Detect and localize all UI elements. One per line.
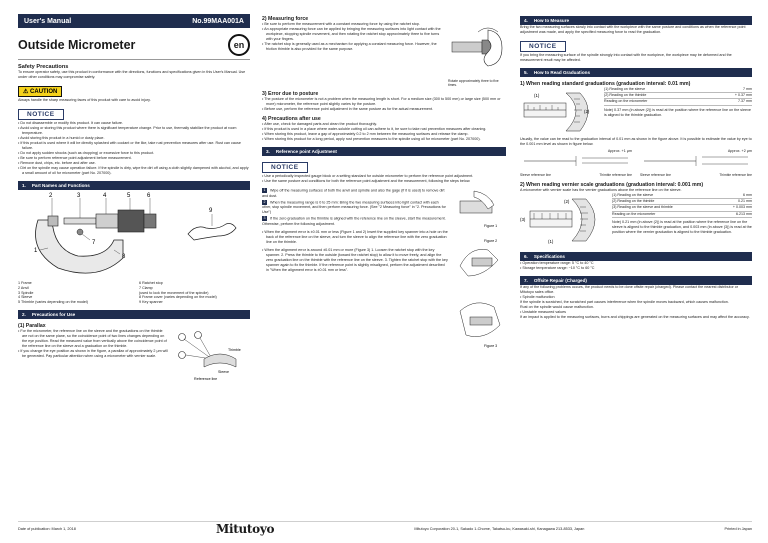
step-text: Wipe off the measuring surfaces of both the anvil and spindle and also the gage (if it is used) to remove dirt and dust. (262, 188, 445, 198)
parallax-item-text: If you change the eye position as shown in the figure, a parallax of approximately 2 μm will be generated. Pay particular attention when using a micrometer with vernier scale. (20, 348, 168, 358)
notice-item: • Do not disassemble or modify this product. It can cause failure. (18, 121, 124, 125)
parallax-item-text: For the micrometer, the reference line on the sleeve and the graduations on the thimble are not on the same plane, so the coincidence point of two lines changes depending on the eye position. Read the measured value from vertically above the coincidence point of the reference line on the sleeve and a graduation on the thimble. (20, 328, 167, 348)
column-middle (262, 14, 506, 356)
document-title: Outside Micrometer (18, 38, 136, 52)
after-use-item: • When storing this product, leave a gap of approximately 0.2 to 2 mm between the measuring surfaces and release the clamp. (262, 132, 469, 137)
scale-caption: Sleeve reference line (520, 173, 551, 177)
thimble-shape-small (204, 354, 236, 367)
sub-item: • When the alignment error is around ±0.01 mm or more (Figure 3) 1. Loosen the ratchet stop with the key spanner. 2. Press the thimble to the outside (toward the ratchet stop) to allow it to move freely, and align the zero graduation line on the thimble with the reference line on the sleeve. 3. Tighten the ratchet stop with the key spanner again to fix the thimble. If the reference point is slightly misaligned, perform the adjustment described in "When the alignment error is ±0.01 mm or less". (262, 247, 448, 272)
reading-label: (2) Reading on the thimble (612, 199, 655, 204)
callout-7: 7 (92, 240, 96, 246)
section-number: 6. (524, 254, 528, 259)
force-row (262, 22, 506, 87)
after-use-item-text: If this product is used in a place where water-soluble cutting oil can adhere to it, be sure to take rust prevention measures after cleaning. (264, 127, 487, 132)
section-title: How to Measure (533, 18, 570, 23)
standard-reading-table (604, 87, 752, 137)
part-item: (used to lock the movement of the spindle) (139, 290, 209, 295)
force-figure (448, 22, 506, 87)
part-item: 4 Sleeve (18, 295, 33, 300)
step-item (262, 216, 448, 226)
repair-item: • Unstable measured values (520, 310, 566, 314)
adjust-figures (454, 187, 506, 356)
section-title: Precautions for Use (31, 311, 76, 317)
vernier-row (520, 193, 752, 247)
part-item: 7 Clamp (139, 285, 153, 290)
reading-value: 6 mm (743, 193, 752, 197)
force-item-text: An appropriate measuring force can be applied by bringing the measuring surfaces into light contact with the workpiece, stopping spindle movement, and then rotating the ratchet stop approximately three to five turns with your fingers. (264, 27, 441, 41)
reading-row (604, 99, 752, 105)
sub-item: • When the alignment error is ±0.01 mm or less (Figure 1 and 2) Insert the supplied key spanner into a hole on the back of the reference line on the sleeve, and turn the sleeve to align the reference line with the zero graduation line on the thimble. (262, 229, 448, 244)
header-left: User's Manual (24, 17, 72, 25)
part-item: 8 Frame cover (varies depending on the model) (139, 295, 217, 300)
vernier-note: Note) 0.21 mm (in above (2)) is read at the position where the reference line on the sleeve is aligned to the thimble graduation, and 0.003 mm (in above (3)) is read at the position where the vernier graduation is aligned to the thimble graduation. (612, 219, 752, 234)
after-use-item: • After use, check for damaged parts and clean the product thoroughly. (262, 122, 378, 127)
standard-scale-diagram (520, 87, 598, 137)
step-text: If the zero graduation on the thimble is aligned with the reference line on the sleeve, start the measurement. Otherwise, perform the following adjustment. (262, 216, 446, 226)
callout-5: 5 (127, 193, 131, 199)
measure-notice-text: If you bring the measuring surface of the spindle strongly into contact with the workpiece, the workpiece may be deformed and the measurement result may be affected. (520, 53, 732, 62)
parallax-item: • For the micrometer, the reference line on the sleeve and the graduations on the thimble are not on the same plane, so the coincidence point of two lines changes depending on the eye position. Read the measured value from vertically above the coincidence point of the reference line on the sleeve and a graduation on the thimble. (18, 328, 167, 348)
parts-list (18, 281, 250, 305)
notice-item: • Do not apply sudden shocks (such as dropping) or excessive force to this product. (18, 151, 155, 155)
spec-item-text: Operation temperature range: 5 °C to 40 °C (522, 261, 594, 265)
force-item: • The ratchet stop is generally used as a mechanism for applying a constant measuring force. However, the friction thimble is also provided for the same purpose. (262, 42, 437, 51)
scale-caption: Sleeve reference line (640, 173, 671, 177)
notice-item-text: Use a periodically inspected gauge block or a setting standard for outside micrometer to perform the reference point adjustment. (264, 174, 474, 179)
spindle-shape (64, 218, 96, 224)
parts-column-right (139, 281, 250, 305)
step-text: When the measuring range is 0 to 25 mm: Bring the two measuring surfaces into light contact with each other, stop spindle movement, and then perform measuring force. (See "2 Measuring force" in "2. Precautions for Use") (262, 200, 446, 215)
reading-value: 7.37 mm (738, 99, 752, 104)
notice-item: • Use the same posture and conditions for both the reference point adjustment and the measurement, following the steps below. (262, 179, 471, 184)
reading-value: 6.213 mm (736, 211, 752, 216)
step-number: 2 (263, 199, 266, 204)
posture-item: • Before use, perform the reference point adjustment in the same posture as for the actual measurement. (262, 107, 434, 112)
eye-icon-side (179, 351, 186, 358)
callout-9: 9 (209, 208, 213, 214)
figure-1-label: Figure 1 (484, 224, 498, 229)
force-item-text: Be sure to perform the measurement with a constant measuring force by using the ratchet stop. (264, 22, 420, 26)
language-badge: en (228, 34, 250, 56)
repair-item-detail: If an impact is applied to the measuring surfaces, burrs and chippings are generated on the measuring surfaces and may affect the accuracy. (520, 315, 750, 319)
notice-item-text: Be sure to perform reference point adjustment before measurement. (20, 156, 132, 160)
repair-item: • Spindle malfunction (520, 295, 555, 299)
sleeve-label: Sleeve (218, 369, 229, 374)
section-number: 7. (524, 278, 528, 283)
after-use-item: • If this product is used in a place where water-soluble cutting oil can adhere to it, be sure to take rust prevention measures after cleaning. (262, 127, 487, 132)
sub-item-text: When the alignment error is ±0.01 mm or less (Figure 1 and 2) Insert the supplied key spanner into a hole on the back of the reference line on the sleeve, and turn the sleeve to align the reference line with the zero graduation line on the thimble. (264, 229, 448, 244)
estimate-row (520, 149, 752, 178)
scale-caption: Thimble reference line (599, 173, 632, 177)
ratchet-hand-diagram (448, 22, 506, 74)
notice-label: NOTICE (262, 162, 308, 173)
approx-label-2: Approx. +2 μm (727, 149, 752, 153)
after-use-item: • When storing this product for a long period, apply rust prevention measures to the spindle using oil for micrometer (part No. 207000). (262, 137, 481, 142)
parallax-item: • If you change the eye position as shown in the figure, a parallax of approximately 2 μm will be generated. Pay particular attention when using a micrometer with vernier scale. (18, 348, 168, 358)
parallax-row (18, 329, 250, 383)
parts-column-left (18, 281, 129, 305)
reading-label: (1) Reading on the sleeve (612, 193, 654, 197)
eye-icon-middle (195, 331, 202, 338)
notice-item: • Remove dust, chips, etc. before and after use. (18, 161, 96, 165)
section-title: Part Names and Functions (31, 183, 90, 188)
parallax-diagram (174, 329, 250, 383)
notice-item: • Be sure to perform reference point adjustment before measurement. (18, 156, 132, 160)
reading-label: (3) Reading on the sleeve and thimble (612, 205, 673, 210)
reading-value: 7 mm (743, 87, 752, 91)
after-use-item-text: When storing this product for a long period, apply rust prevention measures to the spindle using oil for micrometer (part No. 207000). (264, 137, 481, 142)
figure-3 (454, 291, 506, 351)
standard-note: Note) 0.37 mm (in above (2)) is read at the position where the reference line on the sleeve is aligned to the thimble graduation. (604, 107, 751, 117)
step-item (262, 188, 448, 198)
sleeve-shape (96, 214, 118, 228)
figure-3-label: Figure 3 (484, 344, 498, 349)
caution-text-label: CAUTION (30, 89, 58, 95)
section-part-names (18, 181, 250, 190)
publication-date: Date of publication: March 1, 2018 (18, 526, 76, 531)
section-number: 4. (524, 18, 528, 23)
posture-item-text: Before use, perform the reference point adjustment in the same posture as for the actual measurement. (264, 107, 434, 112)
section-read-graduations (520, 68, 752, 77)
section-title: Offsite Repair (Charged) (533, 278, 587, 283)
part-item: 3 Spindle (18, 290, 34, 295)
posture-item-text: The posture of the micrometer is not a problem when the measuring length is short. For a medium size (300 to 500 mm) or large size (500 mm or more) micrometer, the reference point slightly varies by the posture. (264, 97, 501, 107)
safety-title: Safety Precautions (18, 64, 69, 70)
estimate-captions-1 (520, 173, 632, 178)
force-item-text: The ratchet stop is generally used as a mechanism for applying a constant measuring force. However, the friction thimble is also provided for the same purpose. (264, 42, 437, 51)
notice-label: NOTICE (18, 109, 64, 120)
force-item: • An appropriate measuring force can be applied by bringing the measuring surfaces into light contact with the workpiece, stopping spindle movement, and then rotating the ratchet stop approximately three to five turns with your fingers. (262, 27, 441, 41)
parallax-title: (1) Parallax (18, 322, 46, 329)
repair-text: If any of the following problems occurs, the product needs to be done offsite repair (charged). Please contact the nearest distributor or Mitutoyo sales office. (520, 285, 739, 294)
reading-label: Reading on the micrometer (612, 211, 656, 216)
notice-item-text: Remove dust, chips, etc. before and after use. (20, 161, 96, 165)
reading-value: + 0.37 mm (734, 93, 752, 98)
reading-value: + 0.003 mm (732, 205, 752, 210)
notice-item-text: Avoid using or storing this product where there is significant temperature change. Prior to use, thermally stabilize the product at room temperature. (20, 126, 237, 135)
svg-text:(2): (2) (564, 199, 570, 204)
figure-2-label: Figure 2 (484, 239, 498, 244)
company-address: Mitutoyo Corporation 20-1, Sakado 1-Chome, Takatsu-ku, Kawasaki-shi, Kanagawa 213-8533, Japan (414, 526, 585, 531)
figure-2 (454, 236, 506, 286)
section-number: 5. (524, 70, 528, 75)
section-title: Reference point Adjustment (275, 149, 337, 155)
section-offsite-repair (520, 276, 752, 285)
part-item: 1 Frame (18, 281, 32, 285)
vernier-scale-diagram (520, 193, 606, 247)
step-item (262, 200, 448, 215)
reading-value: 0.21 mm (738, 199, 752, 204)
standard-graduation-row (520, 87, 752, 137)
title-row (18, 34, 250, 60)
force-text (262, 22, 442, 87)
section-specifications (520, 252, 752, 261)
brand-logo: Mitutoyo (215, 521, 275, 536)
scale-caption: Thimble reference line (719, 173, 752, 177)
approx-label-1: Approx. +1 μm (607, 149, 632, 153)
reference-line-label: Reference line (194, 376, 218, 381)
section-title: Specifications (533, 254, 565, 259)
section-reference-point (262, 147, 506, 156)
adjust-row (262, 187, 506, 356)
svg-text:(2): (2) (584, 109, 590, 114)
notice-item-text: If this product is used where it will be directly splashed with coolant or the like, take rust prevention measures after use. Rust can cause failure. (20, 141, 241, 150)
page-footer (18, 521, 752, 535)
notice-item: • Avoid using or storing this product where there is significant temperature change. Prior to use, thermally stabilize the product at room temperature. (18, 126, 237, 135)
callout-8: 8 (122, 254, 126, 260)
spec-item-text: Storage temperature range: −10 °C to 60 °C (522, 266, 595, 270)
force-caption: Rotate approximately three to five times. (448, 79, 499, 88)
section-number: 2. (22, 311, 26, 317)
notice-item: • Use a periodically inspected gauge block or a setting standard for outside micrometer to perform the reference point adjustment. (262, 174, 474, 179)
repair-item-detail: If the spindle is scratched, the scratched part causes interference when the spindle moves backward, which causes malfunction. (520, 300, 729, 304)
callout-3: 3 (77, 193, 81, 199)
callout-4: 4 (103, 193, 107, 199)
warning-icon: ⚠ (23, 89, 31, 95)
figure-1 (454, 187, 506, 231)
reading-label: Reading on the micrometer (604, 99, 648, 104)
estimate-right (640, 149, 752, 178)
header-doc-number: No.99MAA001A (192, 17, 244, 25)
section-precautions (18, 310, 250, 319)
column-right (520, 14, 752, 320)
posture-item: • The posture of the micrometer is not a problem when the measuring length is short. For a medium size (300 to 500 mm) or large size (500 mm or more) micrometer, the reference point slightly varies by the posture. (262, 97, 501, 107)
notice-item-text: Do not apply sudden shocks (such as dropping) or excessive force to this product. (20, 151, 155, 155)
spec-item: • Operation temperature range: 5 °C to 40 °C (520, 261, 594, 265)
force-title: 2) Measuring force (262, 16, 309, 22)
standard-graduation-title: 1) When reading standard graduations (graduation interval: 0.01 mm) (520, 81, 691, 87)
estimate-scale-2 (640, 154, 752, 168)
caution-label (18, 86, 62, 97)
step-number: 1 (263, 188, 266, 193)
part-item: 2 Anvil (18, 285, 29, 290)
part-item: 9 Key spanner (139, 300, 163, 305)
force-item: • Be sure to perform the measurement with a constant measuring force by using the ratchet stop. (262, 22, 420, 26)
notice-item: • Avoid storing this product in a humid or dusty place. (18, 136, 105, 140)
safety-text: To ensure operator safety, use this product in conformance with the directions, functions and specifications given in this User's Manual. Use under other conditions may compromise safety. (18, 70, 246, 79)
svg-text:(1): (1) (534, 93, 540, 98)
spec-item: • Storage temperature range: −10 °C to 60 °C (520, 266, 595, 270)
callout-6: 6 (147, 193, 151, 199)
section-number: 1. (22, 183, 26, 188)
callout-2: 2 (49, 193, 53, 199)
notice-item-text: Use the same posture and conditions for both the reference point adjustment and the measurement, following the steps below. (264, 179, 471, 184)
printed-in: Printed in Japan (724, 526, 752, 531)
parallax-text (18, 329, 168, 383)
vernier-title: 2) When reading vernier scale graduations (graduation interval: 0.001 mm) (520, 182, 704, 188)
standard-usual-text: Usually, the value can be read to the graduation interval of 0.01 mm as shown in the figure above. It is possible to estimate the value by eye to the 0.001 mm level as shown in figure below. (520, 137, 752, 146)
micrometer-diagram (18, 190, 250, 278)
vernier-reading-table (612, 193, 752, 247)
step-number: 3 (263, 216, 266, 221)
section-number: 3. (266, 149, 270, 155)
part-item: 5 Thimble (varies depending on the model) (18, 300, 89, 305)
notice-item-text: Avoid storing this product in a humid or dusty place. (20, 136, 105, 140)
sub-item-text: When the alignment error is around ±0.01 mm or more (Figure 3) 1. Loosen the ratchet stop with the key spanner. 2. Press the thimble to the outside (toward the ratchet stop) to allow it to move freely, and align the zero graduation line on the thimble with the reference line on the sleeve. 3. Tighten the ratchet stop with the key spanner again to fix the thimble. If the reference point is slightly misaligned, perform the adjustment described in "When the alignment error is ±0.01 mm or less". (264, 247, 448, 272)
notice-item: • Dirt on the spindle may cause operation failure. If the spindle is dirty, wipe the dirt off using a cloth slightly dampened with alcohol, and apply a small amount of oil for micrometer (part No. 207000). (18, 166, 249, 175)
thimble-label: Thimble (228, 347, 241, 352)
vernier-text: A micrometer with vernier scale has the vernier graduations above the reference line on the sleeve. (520, 188, 682, 192)
thimble-shape (118, 210, 144, 232)
estimate-scale-1 (520, 154, 632, 168)
svg-text:(3): (3) (520, 217, 526, 222)
posture-title: 3) Error due to posture (262, 91, 319, 98)
repair-item-text: Unstable measured values (522, 310, 566, 314)
notice-list (18, 121, 250, 176)
adjust-steps (262, 187, 448, 356)
notice-item: • If this product is used where it will be directly splashed with coolant or the like, take rust prevention measures after use. Rust can cause failure. (18, 141, 241, 150)
notice-label: NOTICE (520, 41, 566, 52)
reading-row (612, 212, 752, 218)
repair-item-detail: Rust on the spindle would cause malfunction. (520, 305, 594, 309)
svg-text:(1): (1) (548, 239, 554, 244)
callout-1: 1 (34, 248, 38, 254)
after-use-item-text: After use, check for damaged parts and clean the product thoroughly. (264, 122, 378, 127)
part-item: 6 Ratchet stop (139, 281, 163, 285)
reading-label: (2) Reading on the thimble (604, 93, 647, 98)
section-title: How to Read Graduations (533, 70, 590, 75)
after-use-item-text: When storing this product, leave a gap of approximately 0.2 to 2 mm between the measuring surfaces and release the clamp. (264, 132, 469, 137)
repair-item-text: Spindle malfunction (522, 295, 555, 299)
header-bar (18, 14, 250, 28)
ratchet-shape (144, 214, 156, 228)
section-how-to-measure (520, 16, 752, 25)
estimate-left (520, 149, 632, 178)
notice-item-text: Do not disassemble or modify this product. It can cause failure. (20, 121, 124, 125)
notice-item-text: Dirt on the spindle may cause operation failure. If the spindle is dirty, wipe the dirt off using a cloth slightly dampened with alcohol, and apply a small amount of oil for micrometer (part No. 207000). (20, 166, 249, 175)
caution-text: Always handle the sharp measuring faces of this product with care to avoid injury. (18, 98, 151, 102)
after-use-title: 4) Precautions after use (262, 116, 321, 123)
estimate-captions-2 (640, 173, 752, 178)
measure-text: Bring the two measuring surfaces slowly into contact with the workpiece with the same posture and conditions as when the reference point adjustment was made, and apply the specified measuring force to read the graduation. (520, 25, 746, 34)
reading-label: (1) Reading on the sleeve (604, 87, 646, 91)
anvil-shape (48, 216, 58, 226)
column-left (18, 14, 250, 383)
